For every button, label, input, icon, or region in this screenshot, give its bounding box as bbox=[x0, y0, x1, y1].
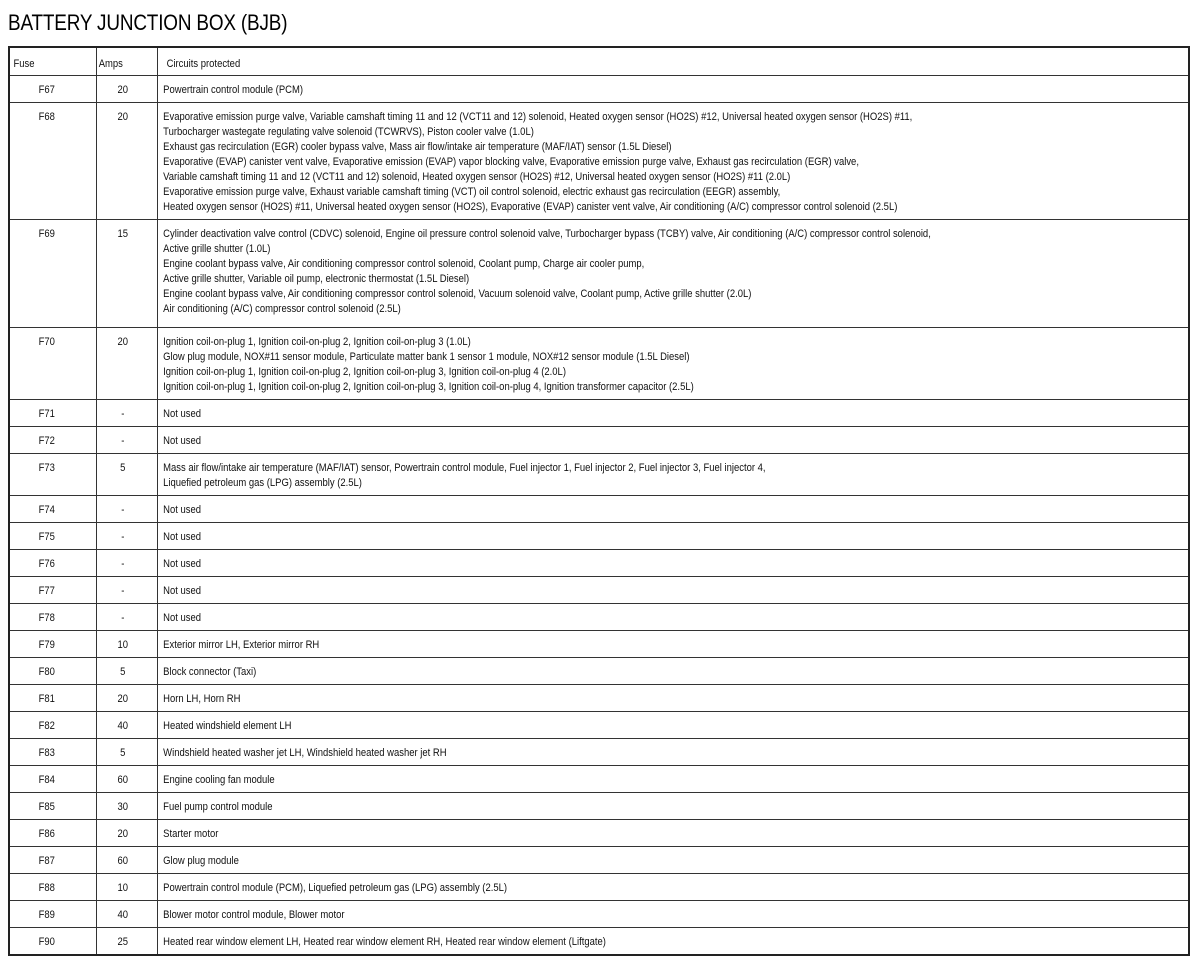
circuits-cell: Engine cooling fan module bbox=[157, 766, 1189, 793]
column-header-circuits: Circuits protected bbox=[157, 47, 1189, 76]
fuse-cell: F81 bbox=[9, 685, 96, 712]
table-row bbox=[9, 523, 1189, 550]
circuits-cell: Heated windshield element LH bbox=[157, 712, 1189, 739]
fuse-cell: F89 bbox=[9, 901, 96, 928]
fuse-cell: F90 bbox=[9, 928, 96, 956]
amps-cell: 10 bbox=[96, 631, 157, 658]
column-header-amps: Amps bbox=[96, 47, 157, 76]
amps-cell: 20 bbox=[96, 820, 157, 847]
table-row bbox=[9, 766, 1189, 793]
table-row bbox=[9, 454, 1189, 496]
circuits-cell: Not used bbox=[157, 577, 1189, 604]
table-row bbox=[9, 658, 1189, 685]
amps-cell: 60 bbox=[96, 766, 157, 793]
table-row bbox=[9, 631, 1189, 658]
table-row bbox=[9, 604, 1189, 631]
table-row bbox=[9, 712, 1189, 739]
circuits-cell: Evaporative emission purge valve, Variable camshaft timing 11 and 12 (VCT11 and 12) solenoid, Heated oxygen sensor (HO2S) #12, Universal heated oxygen sensor (HO2S) #11, Turbocharger wastegate regulating valve solenoid (TCWRVS), Piston cooler valve (1.0L) Exhaust gas recirculation (EGR) cooler bypass valve, Mass air flow/intake air temperature (MAF/IAT) sensor (1.5L Diesel) Evaporative (EVAP) canister vent valve, Evaporative emission (EVAP) vapor blocking valve, Evaporative emission purge valve, Exhaust gas recirculation (EGR) valve, Variable camshaft timing 11 and 12 (VCT11 and 12) solenoid, Heated oxygen sensor (HO2S) #12, Universal heated oxygen sensor (HO2S) #11 (2.0L) Evaporative emission purge valve, Exhaust variable camshaft timing (VCT) oil control solenoid, electric exhaust gas recirculation (EEGR) assembly, Heated oxygen sensor (HO2S) #11, Universal heated oxygen sensor (HO2S), Evaporative (EVAP) canister vent valve, Air conditioning (A/C) compressor control solenoid (2.5L) bbox=[157, 103, 1189, 220]
fuse-cell: F68 bbox=[9, 103, 96, 220]
fuse-cell: F79 bbox=[9, 631, 96, 658]
table-header-row bbox=[9, 47, 1189, 76]
amps-cell: 20 bbox=[96, 76, 157, 103]
table-row bbox=[9, 427, 1189, 454]
amps-cell: 40 bbox=[96, 901, 157, 928]
circuits-cell: Block connector (Taxi) bbox=[157, 658, 1189, 685]
amps-cell: 25 bbox=[96, 928, 157, 956]
fuse-cell: F87 bbox=[9, 847, 96, 874]
circuits-cell: Not used bbox=[157, 427, 1189, 454]
table-row bbox=[9, 820, 1189, 847]
amps-cell: 15 bbox=[96, 220, 157, 328]
fuse-cell: F80 bbox=[9, 658, 96, 685]
fuse-cell: F75 bbox=[9, 523, 96, 550]
amps-cell: 5 bbox=[96, 454, 157, 496]
amps-cell: 5 bbox=[96, 658, 157, 685]
fuse-cell: F76 bbox=[9, 550, 96, 577]
table-row bbox=[9, 577, 1189, 604]
amps-cell: 40 bbox=[96, 712, 157, 739]
fuse-cell: F88 bbox=[9, 874, 96, 901]
fuse-cell: F86 bbox=[9, 820, 96, 847]
circuits-cell: Windshield heated washer jet LH, Windshield heated washer jet RH bbox=[157, 739, 1189, 766]
fuse-cell: F71 bbox=[9, 400, 96, 427]
amps-cell: 20 bbox=[96, 328, 157, 400]
fuse-cell: F84 bbox=[9, 766, 96, 793]
amps-cell: 10 bbox=[96, 874, 157, 901]
circuits-cell: Blower motor control module, Blower motor bbox=[157, 901, 1189, 928]
fuse-cell: F69 bbox=[9, 220, 96, 328]
circuits-cell: Powertrain control module (PCM) bbox=[157, 76, 1189, 103]
table-row bbox=[9, 496, 1189, 523]
fuse-cell: F77 bbox=[9, 577, 96, 604]
circuits-cell: Not used bbox=[157, 400, 1189, 427]
table-row bbox=[9, 103, 1189, 220]
fuse-table bbox=[8, 46, 1190, 956]
table-row bbox=[9, 928, 1189, 956]
table-row bbox=[9, 400, 1189, 427]
circuits-cell: Horn LH, Horn RH bbox=[157, 685, 1189, 712]
amps-cell: 60 bbox=[96, 847, 157, 874]
circuits-cell: Starter motor bbox=[157, 820, 1189, 847]
amps-cell: 20 bbox=[96, 103, 157, 220]
amps-cell: - bbox=[96, 523, 157, 550]
amps-cell: - bbox=[96, 550, 157, 577]
fuse-cell: F73 bbox=[9, 454, 96, 496]
table-row bbox=[9, 847, 1189, 874]
amps-cell: - bbox=[96, 496, 157, 523]
amps-cell: - bbox=[96, 427, 157, 454]
table-row bbox=[9, 874, 1189, 901]
column-header-fuse: Fuse bbox=[9, 47, 96, 76]
page-title: BATTERY JUNCTION BOX (BJB) bbox=[8, 10, 288, 35]
table-row bbox=[9, 220, 1189, 328]
circuits-cell: Not used bbox=[157, 523, 1189, 550]
circuits-cell: Heated rear window element LH, Heated rear window element RH, Heated rear window element (Liftgate) bbox=[157, 928, 1189, 956]
amps-cell: 20 bbox=[96, 685, 157, 712]
fuse-cell: F67 bbox=[9, 76, 96, 103]
circuits-cell: Fuel pump control module bbox=[157, 793, 1189, 820]
amps-cell: - bbox=[96, 604, 157, 631]
circuits-cell: Cylinder deactivation valve control (CDVC) solenoid, Engine oil pressure control solenoid valve, Turbocharger bypass (TCBY) valve, Air conditioning (A/C) compressor control solenoid, Active grille shutter (1.0L) Engine coolant bypass valve, Air conditioning compressor control solenoid, Coolant pump, Charge air cooler pump, Active grille shutter, Variable oil pump, electronic thermostat (1.5L Diesel) Engine coolant bypass valve, Air conditioning compressor control solenoid, Vacuum solenoid valve, Coolant pump, Active grille shutter (2.0L) Air conditioning (A/C) compressor control solenoid (2.5L) bbox=[157, 220, 1189, 328]
table-row bbox=[9, 739, 1189, 766]
amps-cell: - bbox=[96, 400, 157, 427]
table-row bbox=[9, 550, 1189, 577]
table-row bbox=[9, 793, 1189, 820]
circuits-cell: Ignition coil-on-plug 1, Ignition coil-on-plug 2, Ignition coil-on-plug 3 (1.0L) Glow plug module, NOX#11 sensor module, Particulate matter bank 1 sensor 1 module, NOX#12 sensor module (1.5L Diesel) Ignition coil-on-plug 1, Ignition coil-on-plug 2, Ignition coil-on-plug 3, Ignition coil-on-plug 4 (2.0L) Ignition coil-on-plug 1, Ignition coil-on-plug 2, Ignition coil-on-plug 3, Ignition coil-on-plug 4, Ignition transformer capacitor (2.5L) bbox=[157, 328, 1189, 400]
fuse-cell: F85 bbox=[9, 793, 96, 820]
fuse-cell: F74 bbox=[9, 496, 96, 523]
fuse-cell: F70 bbox=[9, 328, 96, 400]
circuits-cell: Mass air flow/intake air temperature (MAF/IAT) sensor, Powertrain control module, Fuel injector 1, Fuel injector 2, Fuel injector 3, Fuel injector 4, Liquefied petroleum gas (LPG) assembly (2.5L) bbox=[157, 454, 1189, 496]
circuits-cell: Not used bbox=[157, 550, 1189, 577]
circuits-cell: Not used bbox=[157, 604, 1189, 631]
table-row bbox=[9, 76, 1189, 103]
fuse-cell: F82 bbox=[9, 712, 96, 739]
circuits-cell: Not used bbox=[157, 496, 1189, 523]
table-row bbox=[9, 901, 1189, 928]
fuse-cell: F83 bbox=[9, 739, 96, 766]
table-row bbox=[9, 685, 1189, 712]
fuse-cell: F72 bbox=[9, 427, 96, 454]
circuits-cell: Glow plug module bbox=[157, 847, 1189, 874]
table-row bbox=[9, 328, 1189, 400]
amps-cell: - bbox=[96, 577, 157, 604]
circuits-cell: Powertrain control module (PCM), Liquefied petroleum gas (LPG) assembly (2.5L) bbox=[157, 874, 1189, 901]
amps-cell: 5 bbox=[96, 739, 157, 766]
circuits-cell: Exterior mirror LH, Exterior mirror RH bbox=[157, 631, 1189, 658]
amps-cell: 30 bbox=[96, 793, 157, 820]
fuse-cell: F78 bbox=[9, 604, 96, 631]
